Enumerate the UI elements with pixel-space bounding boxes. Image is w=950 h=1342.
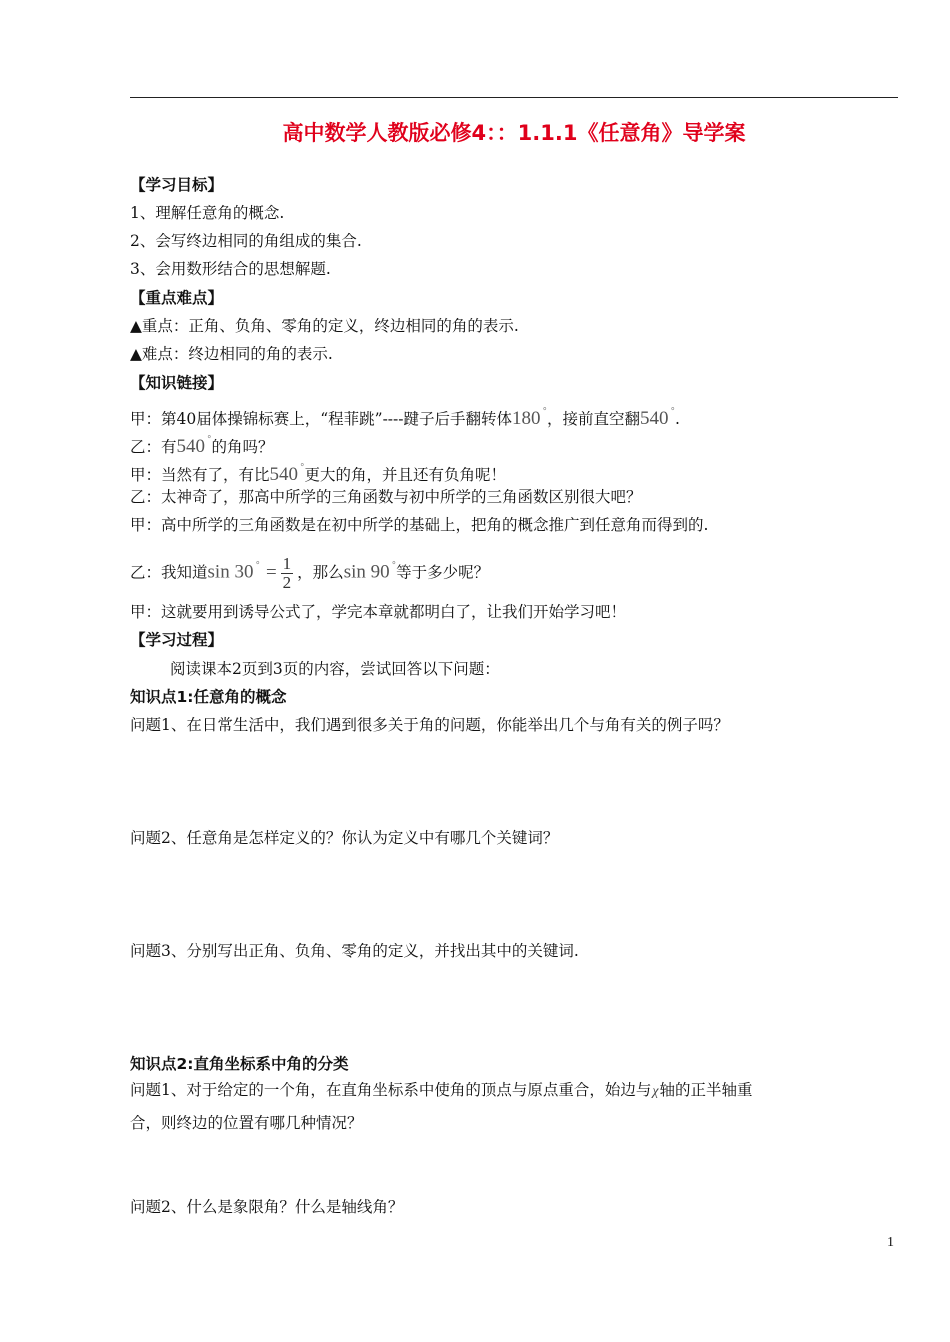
header-rule — [130, 97, 898, 98]
degree-sign: ° — [207, 435, 212, 445]
equals-sign: = — [265, 561, 277, 583]
key-points-heading: 【重点难点】 — [130, 289, 224, 307]
key-point-difficulty: ▲难点：终边相同的角的表示. — [130, 345, 333, 363]
dialogue-text: ，那么 — [297, 563, 344, 582]
math-expression: 540 — [640, 408, 669, 429]
key-point-focus: ▲重点：正角、负角、零角的定义，终边相同的角的表示. — [130, 317, 519, 335]
process-intro: 阅读课本2页到3页的内容，尝试回答以下问题： — [170, 660, 500, 678]
kp1-question-3: 问题3、分别写出正角、负角、零角的定义，并找出其中的关键词. — [130, 942, 579, 960]
dialogue-text: 的角吗？ — [211, 438, 274, 456]
document-title: 高中数学人教版必修4：：1.1.1《任意角》导学案 — [282, 121, 746, 145]
kp2-question-2: 问题2、什么是象限角？什么是轴线角？ — [130, 1198, 404, 1216]
dialogue-line-7: 甲：这就要用到诱导公式了，学完本章就都明白了，让我们开始学习吧！ — [130, 603, 627, 621]
kp1-question-1: 问题1、在日常生活中，我们遇到很多关于角的问题，你能举出几个与角有关的例子吗？ — [130, 716, 729, 734]
dialogue-line-4: 乙：太神奇了，那高中所学的三角函数与初中所学的三角函数区别很大吧？ — [130, 488, 642, 506]
kp2-question-1-cont: 合，则终边的位置有哪几种情况？ — [130, 1114, 363, 1132]
dialogue-text: 甲：第40届体操锦标赛上，“程菲跳”----踺子后手翻转体 — [130, 410, 513, 428]
x-axis-variable: χ — [652, 1084, 659, 1099]
dialogue-text: . — [675, 410, 680, 428]
objectives-heading: 【学习目标】 — [130, 176, 224, 194]
dialogue-line-3 — [130, 458, 506, 485]
page-number: 1 — [887, 1235, 894, 1250]
dialogue-text: 乙：我知道 — [130, 563, 208, 582]
fraction-numerator: 1 — [282, 554, 292, 573]
fraction-denominator: 2 — [282, 573, 292, 592]
math-expression: 540 — [176, 436, 206, 457]
dialogue-line-2 — [130, 430, 274, 457]
question-text: 轴的正半轴重 — [659, 1081, 753, 1099]
knowledge-point-2-title: 知识点2:直角坐标系中角的分类 — [130, 1055, 349, 1073]
dialogue-line-1 — [130, 402, 680, 429]
math-expression: sin 30 — [207, 561, 254, 583]
math-expression: 180 — [512, 408, 541, 429]
knowledge-point-1-title: 知识点1:任意角的概念 — [130, 688, 287, 706]
math-expression: 540 — [269, 464, 299, 485]
objective-item-2: 2、会写终边相同的角组成的集合. — [130, 232, 362, 250]
kp2-question-1 — [130, 1080, 753, 1102]
kp1-question-2: 问题2、任意角是怎样定义的？你认为定义中有哪几个关键词？ — [130, 829, 559, 847]
dialogue-line-5: 甲：高中所学的三角函数是在初中所学的基础上，把角的概念推广到任意角而得到的. — [130, 516, 709, 534]
dialogue-text: ，接前直空翻 — [547, 410, 641, 428]
math-expression: sin 90 — [343, 561, 390, 583]
degree-sign: ° — [391, 560, 397, 571]
dialogue-text: 乙：有 — [130, 438, 177, 456]
process-heading: 【学习过程】 — [130, 631, 224, 649]
fraction — [281, 555, 294, 592]
dialogue-text: 等于多少呢？ — [396, 563, 490, 582]
objective-item-3: 3、会用数形结合的思想解题. — [130, 260, 331, 278]
degree-sign: ° — [670, 407, 676, 417]
objective-item-1: 1、理解任意角的概念. — [130, 204, 285, 222]
dialogue-text: 更大的角，并且还有负角呢！ — [304, 466, 507, 484]
question-text: 问题1、对于给定的一个角，在直角坐标系中使角的顶点与原点重合，始边与 — [130, 1081, 652, 1099]
knowledge-link-heading: 【知识链接】 — [130, 374, 224, 392]
dialogue-text: 甲：当然有了，有比 — [130, 466, 270, 484]
degree-sign: ° — [542, 407, 548, 417]
degree-sign: ° — [255, 560, 260, 571]
degree-sign: ° — [300, 463, 305, 473]
dialogue-line-6 — [130, 555, 489, 592]
